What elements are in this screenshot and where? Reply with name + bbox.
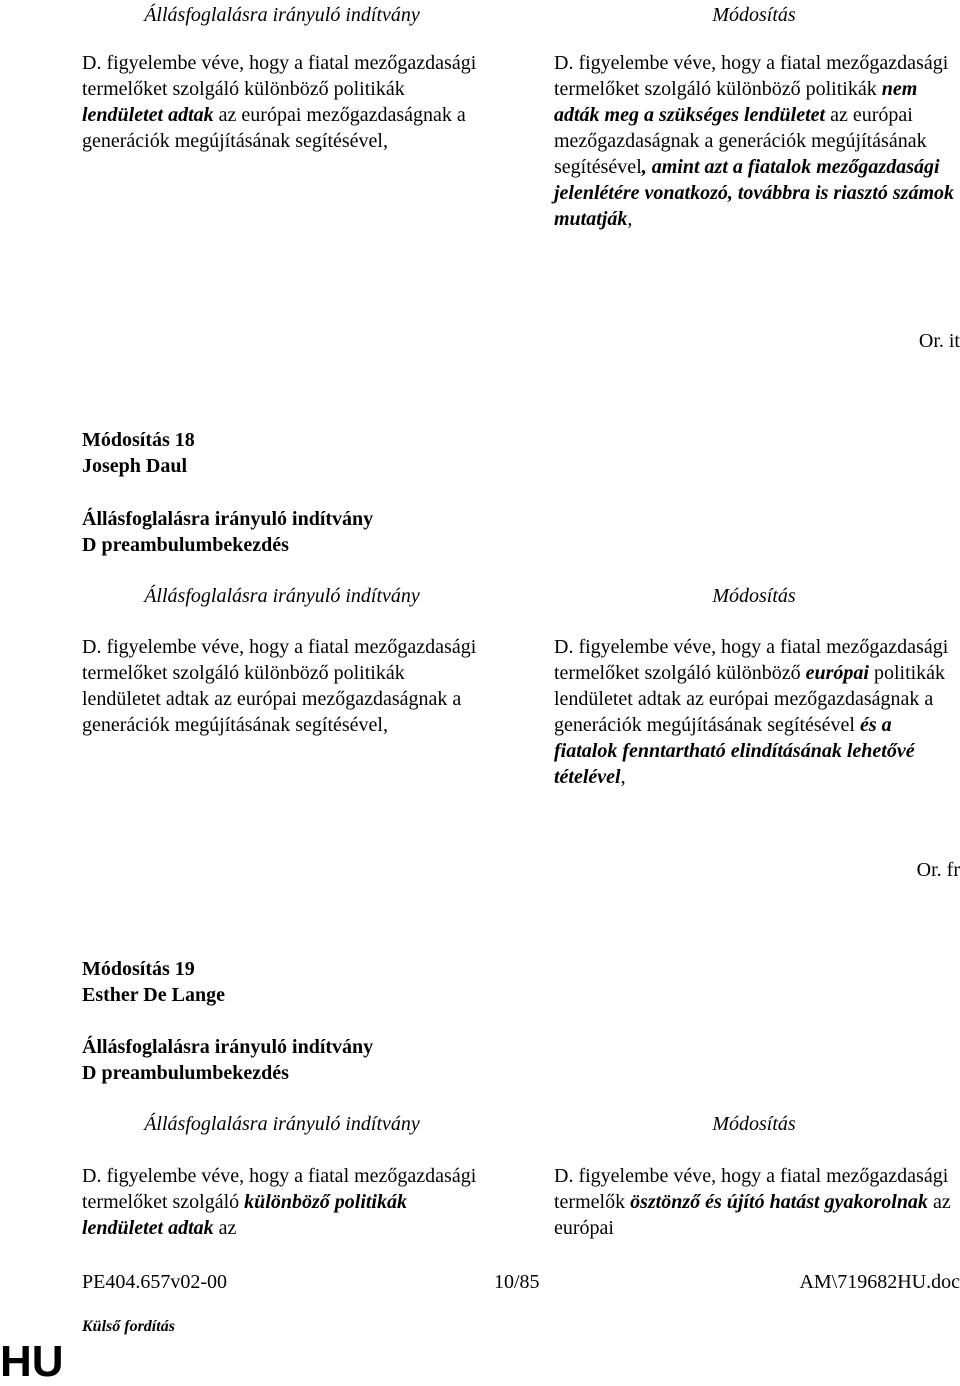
column-header-amendment: Módosítás xyxy=(712,1113,796,1135)
original-language: Or. it xyxy=(918,330,960,352)
emphasized-change: , amint azt a fiatalok mezőgazdasági jelenlétére vonatkozó, továbbra is riasztó számok mutatják xyxy=(554,156,954,230)
amended-text xyxy=(554,1163,954,1241)
column-header-motion: Állásfoglalásra irányuló indítvány xyxy=(144,4,420,26)
emphasized-change: ösztönző és újító hatást gyakorolnak xyxy=(630,1191,928,1213)
emphasized-change: különböző politikák lendületet adtak xyxy=(82,1191,407,1239)
amendment-title: Módosítás 19 xyxy=(82,958,195,980)
text-segment: D. figyelembe véve, hogy a fiatal mezőgazdasági termelőket szolgáló különböző politikák xyxy=(554,52,949,100)
text-segment: D. figyelembe véve, hogy a fiatal mezőgazdasági termelőket szolgáló különböző politikák xyxy=(82,52,477,100)
external-translation-label: Külső fordítás xyxy=(82,1318,175,1335)
amended-text xyxy=(554,50,954,232)
amended-text xyxy=(554,634,954,790)
document-reference: PE404.657v02-00 xyxy=(82,1271,227,1293)
text-segment: az európai mezőgazdaságnak a generációk megújításának segítésével xyxy=(554,104,927,178)
amendment-author: Joseph Daul xyxy=(82,455,188,477)
original-text xyxy=(82,50,482,154)
recital-label: D preambulumbekezdés xyxy=(82,1062,289,1084)
text-segment: politikák lendületet adtak az európai mezőgazdaságnak a generációk megújításának segítésével xyxy=(554,662,946,736)
column-header-amendment: Módosítás xyxy=(712,585,796,607)
text-segment: az xyxy=(213,1217,237,1239)
original-text xyxy=(82,634,482,738)
text-segment: D. figyelembe véve, hogy a fiatal mezőgazdasági termelőket szolgáló különböző xyxy=(554,636,949,684)
text-segment: D. figyelembe véve, hogy a fiatal mezőgazdasági termelőket szolgáló különböző politikák lendületet adtak az európai mezőgazdaságnak a generációk megújításának segítésével, xyxy=(82,636,477,736)
emphasized-change: és a fiatalok fenntartható elindításának lehetővé tételével xyxy=(554,714,915,788)
emphasized-change: európai xyxy=(805,662,869,684)
recital-label: D preambulumbekezdés xyxy=(82,534,289,556)
motion-label: Állásfoglalásra irányuló indítvány xyxy=(82,508,374,530)
text-segment: D. figyelembe véve, hogy a fiatal mezőgazdasági termelők xyxy=(554,1165,949,1213)
file-reference: AM\719682HU.doc xyxy=(799,1271,960,1293)
text-segment: az európai mezőgazdaságnak a generációk megújításának segítésével, xyxy=(82,104,466,152)
page-number: 10/85 xyxy=(494,1271,540,1293)
original-text xyxy=(82,1163,482,1241)
column-header-motion: Állásfoglalásra irányuló indítvány xyxy=(144,585,420,607)
text-segment: D. figyelembe véve, hogy a fiatal mezőgazdasági termelőket szolgáló xyxy=(82,1165,477,1213)
original-language: Or. fr xyxy=(916,859,960,881)
motion-label: Állásfoglalásra irányuló indítvány xyxy=(82,1036,374,1058)
amendment-title: Módosítás 18 xyxy=(82,429,195,451)
text-segment: , xyxy=(620,766,626,788)
column-header-amendment: Módosítás xyxy=(712,4,796,26)
emphasized-change: nem adták meg a szükséges lendületet xyxy=(554,78,918,126)
text-segment: az európai xyxy=(554,1191,951,1239)
amendment-author: Esther De Lange xyxy=(82,984,225,1006)
language-code: HU xyxy=(0,1337,64,1386)
emphasized-change: lendületet adtak xyxy=(82,104,214,126)
text-segment: , xyxy=(627,208,633,230)
column-header-motion: Állásfoglalásra irányuló indítvány xyxy=(144,1113,420,1135)
